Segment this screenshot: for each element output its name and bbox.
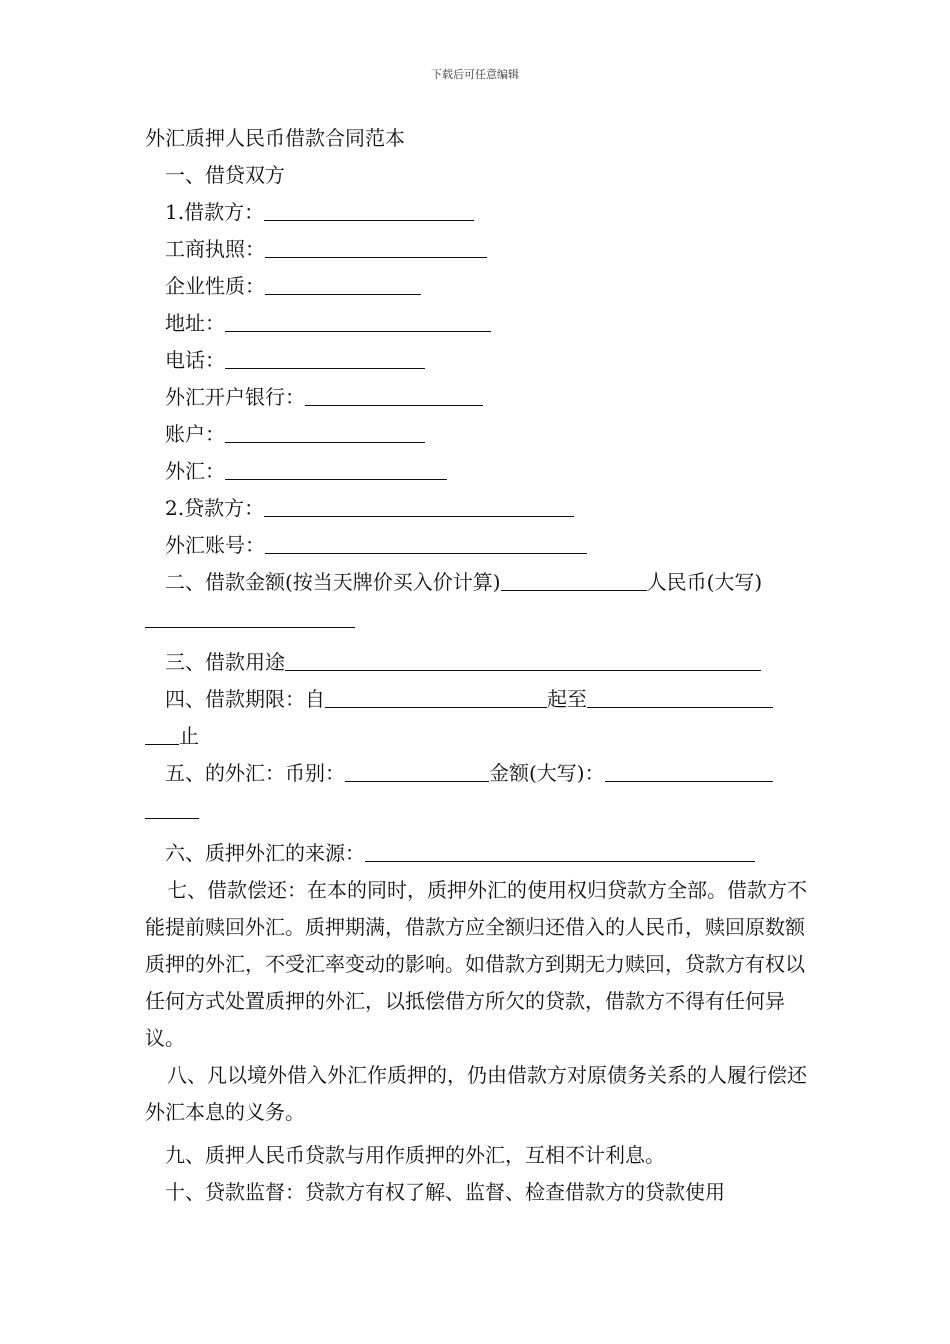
term-mid-label: 起至 — [547, 687, 587, 711]
lender-row — [145, 490, 810, 527]
lender-label: 2.贷款方： — [165, 496, 265, 520]
account-label: 账户： — [165, 422, 225, 446]
source-blank[interactable] — [365, 841, 755, 862]
fx-row — [145, 453, 810, 490]
license-blank[interactable] — [265, 237, 487, 258]
amount-label: 二、借款金额(按当天牌价买入价计算) — [165, 570, 501, 594]
download-note: 下载后可任意编辑 — [431, 68, 519, 81]
amount-rmb-label: 人民币(大写) — [646, 570, 763, 594]
bank-row — [145, 379, 810, 416]
currency-label: 五、的外汇：币别： — [165, 761, 345, 785]
clause-foreign-debt: 八、凡以境外借入外汇作质押的，仍由借款方对原债务关系的人履行偿还外汇本息的义务。 — [145, 1063, 807, 1124]
amount-row — [145, 564, 810, 601]
fx-account-label: 外汇账号： — [165, 533, 265, 557]
amount-blank[interactable] — [501, 570, 647, 591]
phone-label: 电话： — [165, 348, 225, 372]
term-start-blank[interactable] — [325, 687, 547, 708]
purpose-blank[interactable] — [285, 650, 761, 671]
fx-blank[interactable] — [225, 459, 447, 480]
fx-amount-label: 金额(大写)： — [489, 761, 605, 785]
address-label: 地址： — [165, 311, 225, 335]
document-title: 外汇质押人民币借款合同范本 — [145, 126, 405, 150]
fx-amount-blank-cont[interactable] — [145, 798, 199, 819]
fx-amount-blank[interactable] — [605, 761, 773, 782]
contract-document — [145, 120, 810, 1211]
term-label: 四、借款期限：自 — [165, 687, 325, 711]
borrower-label: 1.借款方： — [165, 200, 265, 224]
address-row — [145, 305, 810, 342]
account-blank[interactable] — [225, 422, 425, 443]
bank-label: 外汇开户银行： — [165, 385, 305, 409]
term-end-blank[interactable] — [587, 687, 773, 708]
lender-blank[interactable] — [264, 496, 574, 517]
currency-blank[interactable] — [345, 761, 489, 782]
purpose-label: 三、借款用途 — [165, 650, 285, 674]
clause-interest: 九、质押人民币贷款与用作质押的外汇，互相不计利息。 — [165, 1143, 665, 1167]
borrower-row — [145, 194, 810, 231]
phone-blank[interactable] — [225, 348, 425, 369]
amount-row-cont — [145, 601, 810, 638]
fx-account-blank[interactable] — [265, 533, 587, 554]
source-label: 六、质押外汇的来源： — [165, 841, 365, 865]
clause-repayment: 七、借款偿还：在本的同时，质押外汇的使用权归贷款方全部。借款方不能提前赎回外汇。质押期满，借款方应全额归还借入的人民币，赎回原数额质押的外汇，不受汇率变动的影响。如借款方到期无力赎回，贷款方有权以任何方式处置质押的外汇，以抵偿借方所欠的贷款，借款方不得有任何异议。 — [145, 878, 807, 1050]
term-end-label: 止 — [179, 724, 199, 748]
bank-blank[interactable] — [305, 385, 483, 406]
account-row — [145, 416, 810, 453]
term-end-blank-cont[interactable] — [145, 724, 179, 745]
term-row — [145, 681, 810, 718]
borrower-blank[interactable] — [264, 200, 474, 221]
term-row-cont — [145, 718, 810, 755]
phone-row — [145, 342, 810, 379]
license-label: 工商执照： — [165, 237, 265, 261]
purpose-row — [145, 644, 810, 681]
currency-row-cont — [145, 792, 810, 829]
currency-row — [145, 755, 810, 792]
section-parties-heading: 一、借贷双方 — [165, 163, 285, 187]
fx-account-row — [145, 527, 810, 564]
nature-label: 企业性质： — [165, 274, 265, 298]
nature-row — [145, 268, 810, 305]
nature-blank[interactable] — [265, 274, 421, 295]
source-row — [145, 835, 810, 872]
license-row — [145, 231, 810, 268]
address-blank[interactable] — [225, 311, 491, 332]
clause-supervision: 十、贷款监督：贷款方有权了解、监督、检查借款方的贷款使用 — [165, 1180, 725, 1204]
amount-rmb-blank[interactable] — [145, 607, 355, 628]
fx-label: 外汇： — [165, 459, 225, 483]
